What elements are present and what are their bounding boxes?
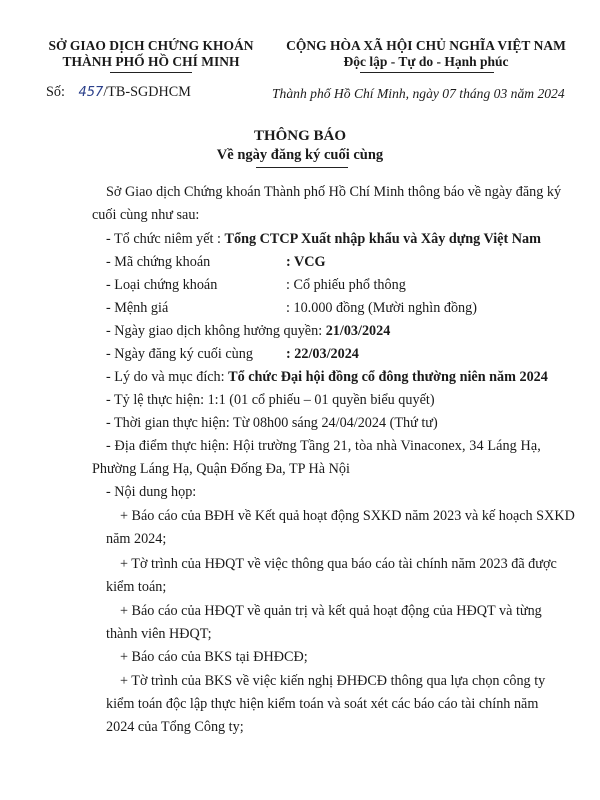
par-value: : 10.000 đồng (Mười nghìn đồng) bbox=[286, 300, 477, 316]
issuer-value: Tổng CTCP Xuất nhập khẩu và Xây dựng Việt Nam bbox=[224, 231, 541, 247]
title-underline bbox=[256, 167, 348, 168]
document-number-prefix: Số: bbox=[46, 84, 65, 100]
purpose-label: - Lý do và mục đích: bbox=[106, 369, 229, 385]
purpose-row bbox=[106, 369, 548, 386]
type-label: - Loại chứng khoán bbox=[106, 277, 218, 293]
document-number bbox=[46, 84, 191, 101]
code-value: : VCG bbox=[286, 254, 326, 270]
agenda-item-1-line2: năm 2024; bbox=[106, 531, 167, 547]
agenda-item-3-line2: thành viên HĐQT; bbox=[106, 626, 212, 642]
org-underline bbox=[110, 72, 192, 73]
agenda-item-4-line1: + Báo cáo của BKS tại ĐHĐCĐ; bbox=[120, 649, 308, 665]
agenda-item-5-line2: kiểm toán độc lập thực hiện kiểm toán và soát xét các báo cáo tài chính năm bbox=[106, 696, 539, 712]
intro-line1: Sở Giao dịch Chứng khoán Thành phố Hồ Chí Minh thông báo về ngày đăng ký bbox=[106, 184, 562, 200]
purpose-value: Tổ chức Đại hội đồng cổ đông thường niên năm 2024 bbox=[228, 369, 548, 385]
document-number-suffix: /TB-SGDHCM bbox=[103, 84, 191, 100]
country-motto: Độc lập - Tự do - Hạnh phúc bbox=[343, 54, 509, 69]
document-number-handwritten: 457 bbox=[78, 85, 104, 100]
exdate-row bbox=[106, 323, 390, 340]
exdate-value: 21/03/2024 bbox=[325, 323, 391, 339]
country-name: CỘNG HÒA XÃ HỘI CHỦ NGHĨA VIỆT NAM bbox=[286, 38, 566, 53]
time-line: - Thời gian thực hiện: Từ 08h00 sáng 24/04/2024 (Thứ tư) bbox=[106, 415, 438, 431]
issuer-row bbox=[106, 231, 541, 248]
motto-underline bbox=[360, 72, 494, 73]
venue-line2: Phường Láng Hạ, Quận Đống Đa, TP Hà Nội bbox=[92, 461, 350, 477]
exdate-label: - Ngày giao dịch không hưởng quyền: bbox=[106, 323, 326, 339]
issuer-label: - Tổ chức niêm yết : bbox=[106, 231, 225, 247]
agenda-item-2-line2: kiểm toán; bbox=[106, 579, 167, 595]
venue-line1: - Địa điểm thực hiện: Hội trường Tầng 21, tòa nhà Vinaconex, 34 Láng Hạ, bbox=[106, 438, 541, 454]
intro-line2: cuối cùng như sau: bbox=[92, 207, 200, 223]
place-date: Thành phố Hồ Chí Minh, ngày 07 tháng 03 năm 2024 bbox=[272, 86, 565, 101]
agenda-item-5-line3: 2024 của Tổng Công ty; bbox=[106, 719, 244, 735]
record-value: : 22/03/2024 bbox=[286, 346, 359, 362]
ratio-line: - Tỷ lệ thực hiện: 1:1 (01 cổ phiếu – 01 quyền biểu quyết) bbox=[106, 392, 435, 408]
code-label: - Mã chứng khoán bbox=[106, 254, 211, 270]
record-label: - Ngày đăng ký cuối cùng bbox=[106, 346, 253, 362]
org-name-line1: SỞ GIAO DỊCH CHỨNG KHOÁN bbox=[48, 38, 254, 53]
agenda-item-1-line1: + Báo cáo của BĐH về Kết quả hoạt động SXKD năm 2023 và kế hoạch SXKD bbox=[120, 508, 575, 524]
org-name-line2: THÀNH PHỐ HỒ CHÍ MINH bbox=[62, 54, 240, 69]
agenda-item-5-line1: + Tờ trình của BKS về việc kiến nghị ĐHĐCĐ thông qua lựa chọn công ty bbox=[120, 673, 546, 689]
agenda-item-2-line1: + Tờ trình của HĐQT về việc thông qua báo cáo tài chính năm 2023 đã được bbox=[120, 556, 557, 572]
type-value: : Cổ phiếu phổ thông bbox=[286, 277, 406, 293]
document-subtitle: Về ngày đăng ký cuối cùng bbox=[216, 147, 384, 163]
agenda-item-3-line1: + Báo cáo của HĐQT về quản trị và kết quả hoạt động của HĐQT và từng bbox=[120, 603, 542, 619]
par-label: - Mệnh giá bbox=[106, 300, 169, 316]
document-title: THÔNG BÁO bbox=[253, 128, 347, 144]
content-label: - Nội dung họp: bbox=[106, 484, 197, 500]
